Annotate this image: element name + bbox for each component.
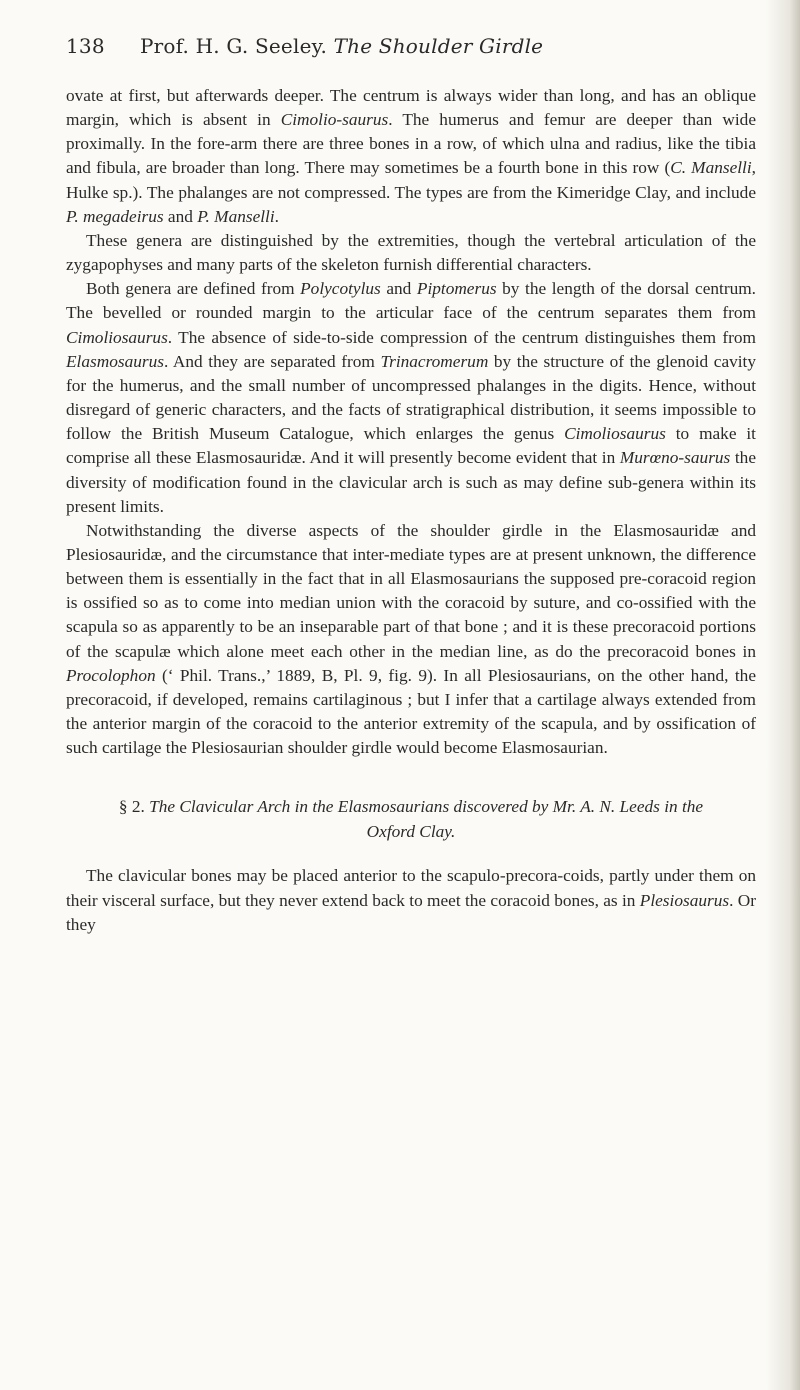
italic-text: Polycotylus xyxy=(300,279,381,299)
text-run: by the length of the dorsal centrum. The bevelled or rounded margin to the articular face of the centrum separates them from xyxy=(66,279,756,323)
text-run: by the structure of the glenoid cavity for the humerus, and the small number of uncompressed phalanges in the digits. Hence, without disregard of generic characters, and the facts of stratigraphical distribution, it seems impossible to follow the British Museum Catalogue, which enlarges the genus xyxy=(66,351,756,444)
italic-text: P. Manselli xyxy=(197,206,275,226)
section-heading xyxy=(66,794,756,844)
text-run: . The humerus and femur are deeper than wide proximally. In the fore-arm there are three bones in a row, of which ulna and radius, like the tibia and fibula, are broader than long. There may sometimes be a fourth bone in this row ( xyxy=(66,110,756,178)
italic-text: Cimoliosaurus xyxy=(66,327,168,347)
section-title: The Clavicular Arch in the Elasmosaurians discovered by Mr. A. N. Leeds in the Oxford Clay. xyxy=(149,797,704,842)
paragraph xyxy=(66,229,756,277)
header-title: The Shoulder Girdle xyxy=(333,34,544,58)
paragraph xyxy=(66,864,756,936)
text-run: and xyxy=(163,206,198,226)
text-run: These genera are distinguished by the extremities, though the vertebral articulation of the zygapophyses and many parts of the skeleton furnish differential characters. xyxy=(66,230,756,275)
text-run: . xyxy=(274,206,279,226)
paragraph xyxy=(66,84,756,229)
italic-text: Piptomerus xyxy=(416,279,497,299)
final-paragraph-container xyxy=(66,864,756,936)
italic-text: C. Manselli xyxy=(670,158,752,178)
text-run: . And they are separated from xyxy=(163,351,381,371)
page-number: 138 xyxy=(66,34,105,58)
text-run: to make it comprise all these Elasmosauridæ. And it will presently become evident that in xyxy=(66,424,756,468)
text-run: Notwithstanding the diverse aspects of the shoulder girdle in the Elasmosauridæ and Plesiosauridæ, and the circumstance that inter-mediate types are at present unknown, the difference between them is essentially in the fact that in all Elasmosaurians the supposed pre-coracoid region is ossified so as to come into median union with the coracoid by suture, and co-ossified with the scapula so as apparently to be an inseparable part of that bone ; and it is these precoracoid portions of the scapulæ which alone meet each other in the median line, as do the precoracoid bones in xyxy=(66,520,756,661)
italic-text: Cimoliosaurus xyxy=(564,424,666,444)
running-header xyxy=(66,34,726,64)
text-run: . The absence of side-to-side compression of the centrum distinguishes them from xyxy=(167,327,756,347)
page-gutter-shadow xyxy=(766,0,800,1390)
text-run: , Hulke sp.). The phalanges are not compressed. The types are from the Kimeridge Clay, and include xyxy=(66,158,756,202)
text-run: . Or they xyxy=(66,890,756,934)
paragraph xyxy=(66,519,756,761)
paragraphs xyxy=(66,84,756,760)
text-run: Both genera are defined from xyxy=(86,279,301,299)
italic-text: Murœno-saurus xyxy=(619,448,731,468)
paragraph xyxy=(66,277,756,519)
text-run: and xyxy=(380,279,417,299)
italic-text: Plesiosaurus xyxy=(639,890,730,910)
italic-text: Procolophon xyxy=(66,665,156,685)
italic-text: P. megadeirus xyxy=(66,206,164,226)
text-run: the diversity of modification found in the clavicular arch is such as may define sub-genera within its present limits. xyxy=(66,448,756,516)
italic-text: Trinacromerum xyxy=(380,351,489,371)
italic-text: Cimolio-saurus xyxy=(280,110,389,130)
text-run: (‘ Phil. Trans.,’ 1889, B, Pl. 9, fig. 9). In all Plesiosaurians, on the other hand, the precoracoid, if developed, remains cartilaginous ; but I infer that a cartilage always extended from the anterior margin of the coracoid to the anterior extremity of the scapula, and by ossification of such cartilage the Plesiosaurian shoulder girdle would become Elasmosaurian. xyxy=(66,665,756,758)
text-run: The clavicular bones may be placed anterior to the scapulo-precora-coids, partly under them on their visceral surface, but they never extend back to meet the coracoid bones, as in xyxy=(66,866,756,910)
header-author: Prof. H. G. Seeley. xyxy=(140,34,328,58)
running-title xyxy=(140,34,543,58)
page-body xyxy=(66,84,756,937)
italic-text: Elasmosaurus xyxy=(66,351,164,371)
text-run: ovate at first, but afterwards deeper. The centrum is always wider than long, and has an oblique margin, which is absent in xyxy=(66,86,756,130)
section-number: § 2. xyxy=(118,797,145,817)
